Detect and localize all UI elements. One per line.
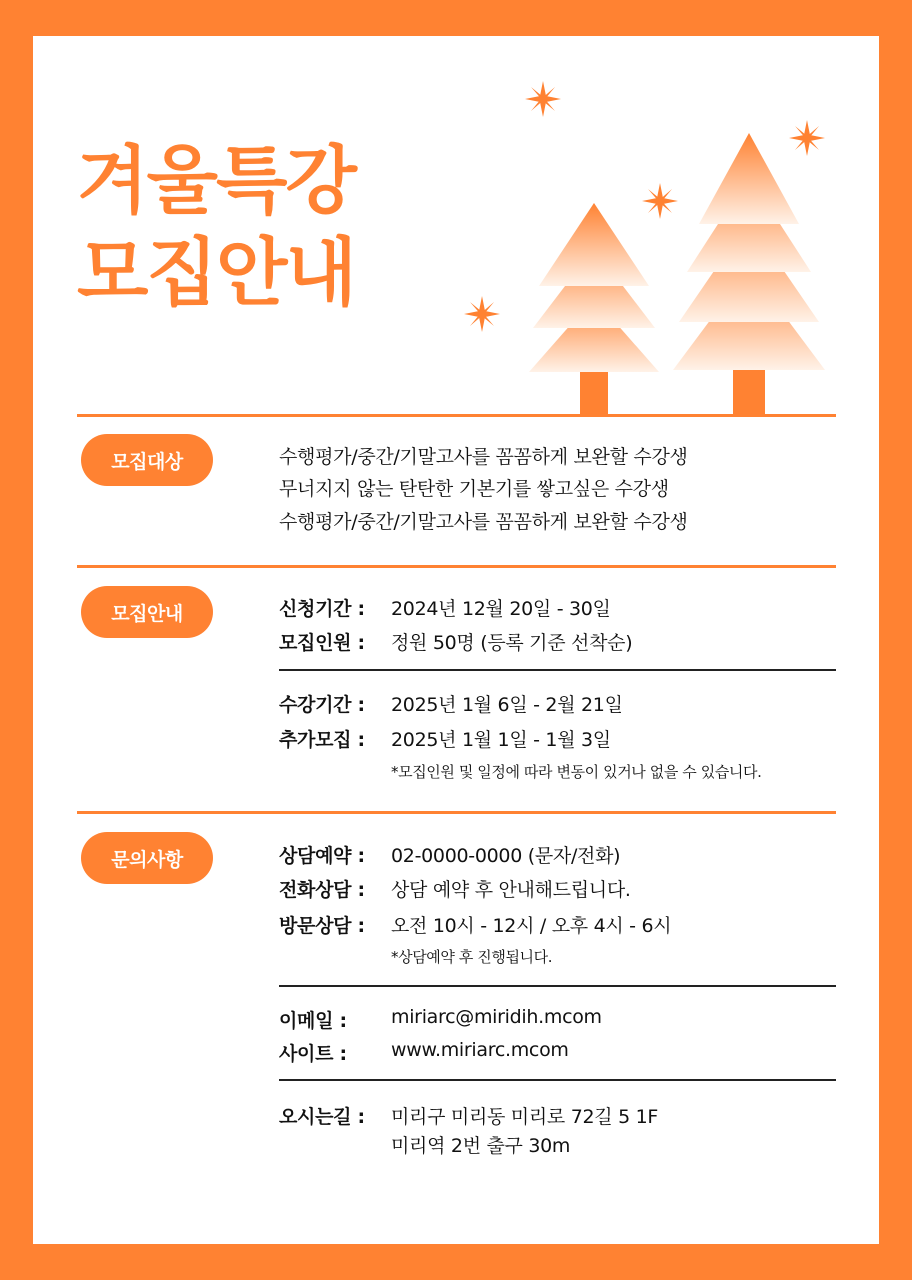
section-divider (77, 414, 836, 417)
page-title-line1: 겨울특강 (77, 138, 355, 224)
booking-label: 상담예약 : (279, 845, 365, 867)
visit-consult-value: 오전 10시 - 12시 / 오후 4시 - 6시 (391, 915, 672, 937)
inquiry-badge: 문의사항 (81, 832, 213, 884)
recruit-badge: 모집안내 (81, 586, 213, 638)
section-divider (77, 811, 836, 814)
address-line-2: 미리역 2번 출구 30m (391, 1135, 571, 1157)
extra-recruit-value: 2025년 1월 1일 - 1월 3일 (391, 729, 611, 751)
phone-consult-label: 전화상담 : (279, 879, 365, 901)
tree-icon (673, 133, 825, 416)
sub-divider (279, 985, 836, 987)
page-title-line2: 모집안내 (77, 230, 355, 316)
target-line-3: 수행평가/중간/기말고사를 꼼꼼하게 보완할 수강생 (279, 511, 688, 533)
tree-icon (529, 203, 659, 416)
address-line-1: 미리구 미리동 미리로 72길 5 1F (391, 1106, 659, 1128)
sub-divider (279, 1079, 836, 1081)
section-divider (77, 565, 836, 568)
email-value: miriarc@miridih.mcom (391, 1006, 602, 1028)
apply-period-value: 2024년 12월 20일 - 30일 (391, 598, 611, 620)
sub-divider (279, 669, 836, 671)
target-line-1: 수행평가/중간/기말고사를 꼼꼼하게 보완할 수강생 (279, 446, 688, 468)
email-label: 이메일 : (279, 1010, 347, 1032)
extra-recruit-label: 추가모집 : (279, 729, 365, 751)
booking-value: 02-0000-0000 (문자/전화) (391, 845, 621, 867)
sparkle-icon (525, 81, 561, 117)
poster-paper (33, 36, 879, 1244)
sparkle-icon (789, 120, 825, 156)
target-line-2: 무너지지 않는 탄탄한 기본기를 쌓고싶은 수강생 (279, 478, 669, 500)
recruit-count-label: 모집인원 : (279, 632, 365, 654)
apply-period-label: 신청기간 : (279, 598, 365, 620)
class-period-value: 2025년 1월 6일 - 2월 21일 (391, 694, 623, 716)
address-label: 오시는길 : (279, 1106, 365, 1128)
site-label: 사이트 : (279, 1043, 347, 1065)
visit-consult-label: 방문상담 : (279, 915, 365, 937)
phone-consult-value: 상담 예약 후 안내해드립니다. (391, 879, 631, 901)
target-badge: 모집대상 (81, 434, 213, 486)
sparkle-icon (464, 296, 500, 332)
recruit-note: *모집인원 및 일정에 따라 변동이 있거나 없을 수 있습니다. (391, 763, 762, 781)
site-value: www.miriarc.mcom (391, 1039, 569, 1061)
visit-note: *상담예약 후 진행됩니다. (391, 948, 553, 966)
sparkle-icon (642, 183, 678, 219)
class-period-label: 수강기간 : (279, 694, 365, 716)
recruit-count-value: 정원 50명 (등록 기준 선착순) (391, 632, 633, 654)
